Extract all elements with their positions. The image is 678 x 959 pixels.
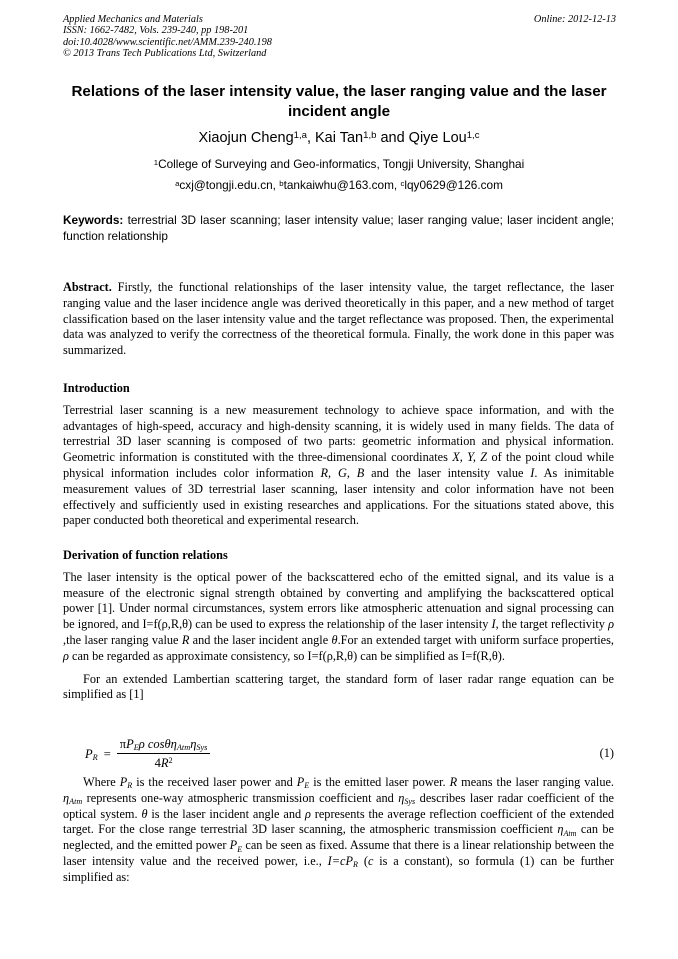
derivation-text: can be regarded as approximate consistency, so xyxy=(68,648,308,663)
rho-symbol: ρ xyxy=(63,648,69,663)
explanation-text: is a constant), so formula (1) can be further simplified as: xyxy=(63,853,614,884)
subscript: E xyxy=(237,844,243,854)
paper-title: Relations of the laser intensity value, the laser ranging value and the laser incident angle xyxy=(71,83,607,120)
author-separator: , xyxy=(306,130,316,146)
introduction-paragraph xyxy=(63,403,614,529)
author-list xyxy=(0,129,678,147)
function-expression: I=f(R,θ) xyxy=(461,648,502,663)
derivation-text: and the laser incident angle xyxy=(189,632,332,647)
derivation-text: can be simplified as xyxy=(357,648,462,663)
intensity-symbol: I xyxy=(491,617,496,632)
explanation-text: describes laser radar coefficient of the optical system. xyxy=(63,790,615,821)
derivation-section xyxy=(63,548,614,703)
derivation-text: , the target reflectivity xyxy=(495,617,609,632)
subscript: Atm xyxy=(563,828,577,838)
explanation-text: represents the average reflection coefficient of the extended target. For the close range terrestrial 3D laser scanning, the atmospheric transmission coefficient xyxy=(63,806,615,837)
author-separator: and xyxy=(376,130,409,146)
range-symbol: R xyxy=(449,775,458,789)
explanation-text: is the received laser power and xyxy=(132,775,297,789)
explanation-text: Where xyxy=(83,775,120,789)
power-symbol: P xyxy=(296,775,305,789)
introduction-heading: Introduction xyxy=(63,381,130,395)
affiliation-superscript: 1 xyxy=(153,157,159,167)
subscript: R xyxy=(353,860,358,870)
email-list xyxy=(0,178,678,192)
equation-numerator xyxy=(117,737,211,754)
explanation-text: represents one-way atmospheric transmission coefficient and xyxy=(82,790,399,805)
pi-symbol: π xyxy=(119,737,127,751)
range-symbol: R xyxy=(181,632,190,647)
online-date: Online: 2012-12-13 xyxy=(533,14,616,25)
equals-sign: = xyxy=(103,746,111,761)
email-address[interactable]: lqy0629@126.com xyxy=(404,178,503,192)
explanation-text: means the laser ranging value. xyxy=(457,775,615,789)
function-expression: I=f(ρ,R,θ) xyxy=(142,617,193,632)
derivation-text: ,the laser ranging value xyxy=(63,632,182,647)
explanation-text: is the emitted laser power. xyxy=(309,775,450,789)
affiliation-text: College of Surveying and Geo-informatics, Tongji University, Shanghai xyxy=(158,157,525,171)
derivation-text: can be used to express the relationship of the laser intensity xyxy=(192,617,492,632)
equation-1 xyxy=(85,737,210,771)
email-superscript: a xyxy=(175,178,180,188)
subscript: Sys xyxy=(196,743,208,753)
explanation-text: can be seen as fixed. Assume that there is a linear relationship between the laser intensity value and the received power, i.e., xyxy=(63,838,614,868)
derivation-text: The laser intensity is the optical power of the backscattered echo of the emitted signal, and its value is a measure of the electronic signal strength obtained by converting and amplifying the backscattered optical power [1]. Under normal circumstances, system errors like atmospheric attenuation and signal processing can be ignored, and xyxy=(63,569,614,632)
eta-symbol: η xyxy=(190,737,197,751)
intro-xyz: X, Y, Z xyxy=(452,450,488,465)
doi-line: doi:10.4028/www.scientific.net/AMM.239-240.198 xyxy=(63,36,272,48)
intensity-relation: I=cP xyxy=(327,853,354,868)
constant-four: 4 xyxy=(154,756,161,770)
derivation-text: . xyxy=(501,648,505,663)
equation-explanation xyxy=(63,775,614,886)
email-address[interactable]: cxj@tongji.edu.cn, xyxy=(179,178,280,192)
journal-name: Applied Mechanics and Materials xyxy=(63,14,203,25)
keywords-text: terrestrial 3D laser scanning; laser intensity value; laser ranging value; laser incident angle; function relationship xyxy=(63,213,614,244)
introduction-section xyxy=(63,381,614,529)
rho-symbol: ρ xyxy=(304,806,311,821)
author-superscript: 1,b xyxy=(363,129,377,141)
intro-text: . As inimitable measurement values of 3D terrestrial laser scanning, laser intensity and color information have not been effectively and sufficiently used in existing researches and applications. For the situations stated above, this paper conducted both theoretical and experimental research. xyxy=(63,465,615,528)
eta-symbol: η xyxy=(557,822,564,837)
power-symbol: P xyxy=(85,746,93,761)
intro-rgb: R, G, B xyxy=(320,465,365,480)
intro-intensity-symbol: I xyxy=(530,465,535,480)
numerator-terms: ρ cosθη xyxy=(138,737,177,751)
equation-fraction xyxy=(117,737,211,771)
copyright-line: © 2013 Trans Tech Publications Ltd, Switzerland xyxy=(63,47,267,59)
email-superscript: c xyxy=(400,178,405,188)
subscript: R xyxy=(127,781,133,791)
keywords-label: Keywords: xyxy=(63,213,124,227)
subscript: R xyxy=(92,752,98,762)
abstract-text: Firstly, the functional relationships of the laser intensity value, the target reflectance, the laser ranging value and the laser incidence angle was derived theoretically in this paper, and a new method of target classification based on the laser intensity value and the target reflectance was proposed. Then, the experimental data was analyzed to verify the correctness of the theoretical formula. Finally, the work done in this paper was summarized. xyxy=(63,280,614,358)
eta-symbol: η xyxy=(398,790,405,805)
intro-text: and the laser intensity value xyxy=(364,465,531,480)
eta-symbol: η xyxy=(63,790,70,805)
subscript: Atm xyxy=(69,797,83,807)
subscript: E xyxy=(133,743,139,753)
author-name: Qiye Lou xyxy=(408,130,467,146)
affiliation xyxy=(0,157,678,171)
equation-number: (1) xyxy=(599,746,614,760)
author-superscript: 1,c xyxy=(466,129,480,141)
abstract xyxy=(63,280,614,359)
theta-symbol: θ xyxy=(331,632,338,647)
abstract-label: Abstract. xyxy=(63,280,112,294)
derivation-heading: Derivation of function relations xyxy=(63,548,228,562)
derivation-paragraph xyxy=(63,570,614,665)
explanation-text: can be neglected, and the emitted power xyxy=(63,822,614,853)
derivation-text: .For an extended target with uniform surface properties, xyxy=(337,632,614,647)
equation-denominator xyxy=(117,754,211,771)
email-address[interactable]: tankaiwhu@163.com, xyxy=(283,178,401,192)
range-symbol: R xyxy=(160,756,169,770)
exponent: 2 xyxy=(168,756,173,766)
subscript: Atm xyxy=(176,743,191,753)
issn-line: ISSN: 1662-7482, Vols. 239-240, pp 198-201 xyxy=(63,25,249,37)
function-expression: I=f(ρ,R,θ) xyxy=(307,648,358,663)
rho-symbol: ρ xyxy=(608,617,614,632)
subscript: E xyxy=(304,781,310,791)
explanation-paragraph xyxy=(63,775,614,886)
explanation-text: ( xyxy=(358,853,368,868)
derivation-paragraph-2: For an extended Lambertian scattering target, the standard form of laser radar range equation can be simplified as [1] xyxy=(63,671,614,702)
author-name: Xiaojun Cheng xyxy=(198,130,294,146)
email-superscript: b xyxy=(279,178,284,188)
explanation-text: is the laser incident angle and xyxy=(147,806,305,821)
keywords xyxy=(63,212,614,244)
power-symbol: P xyxy=(229,838,238,853)
theta-symbol: θ xyxy=(141,806,148,821)
author-name: Kai Tan xyxy=(315,130,364,146)
power-symbol: P xyxy=(126,737,134,751)
constant-symbol: c xyxy=(367,853,374,868)
intro-text: of the point cloud while physical information includes color information xyxy=(63,450,615,480)
intro-text: Terrestrial laser scanning is a new measurement technology to achieve space information, and with the advantages of high-speed, accuracy and high-density scanning, it is widely used in many fields. The data of terrestrial 3D laser scanning is composed of two parts: geometric information and physical information. Geometric information is constituted with the three-dimensional coordinates xyxy=(63,402,614,465)
author-superscript: 1,a xyxy=(293,129,307,141)
subscript: Sys xyxy=(404,797,416,807)
equation-lhs xyxy=(85,747,98,762)
power-symbol: P xyxy=(119,775,128,789)
journal-header xyxy=(63,14,272,59)
